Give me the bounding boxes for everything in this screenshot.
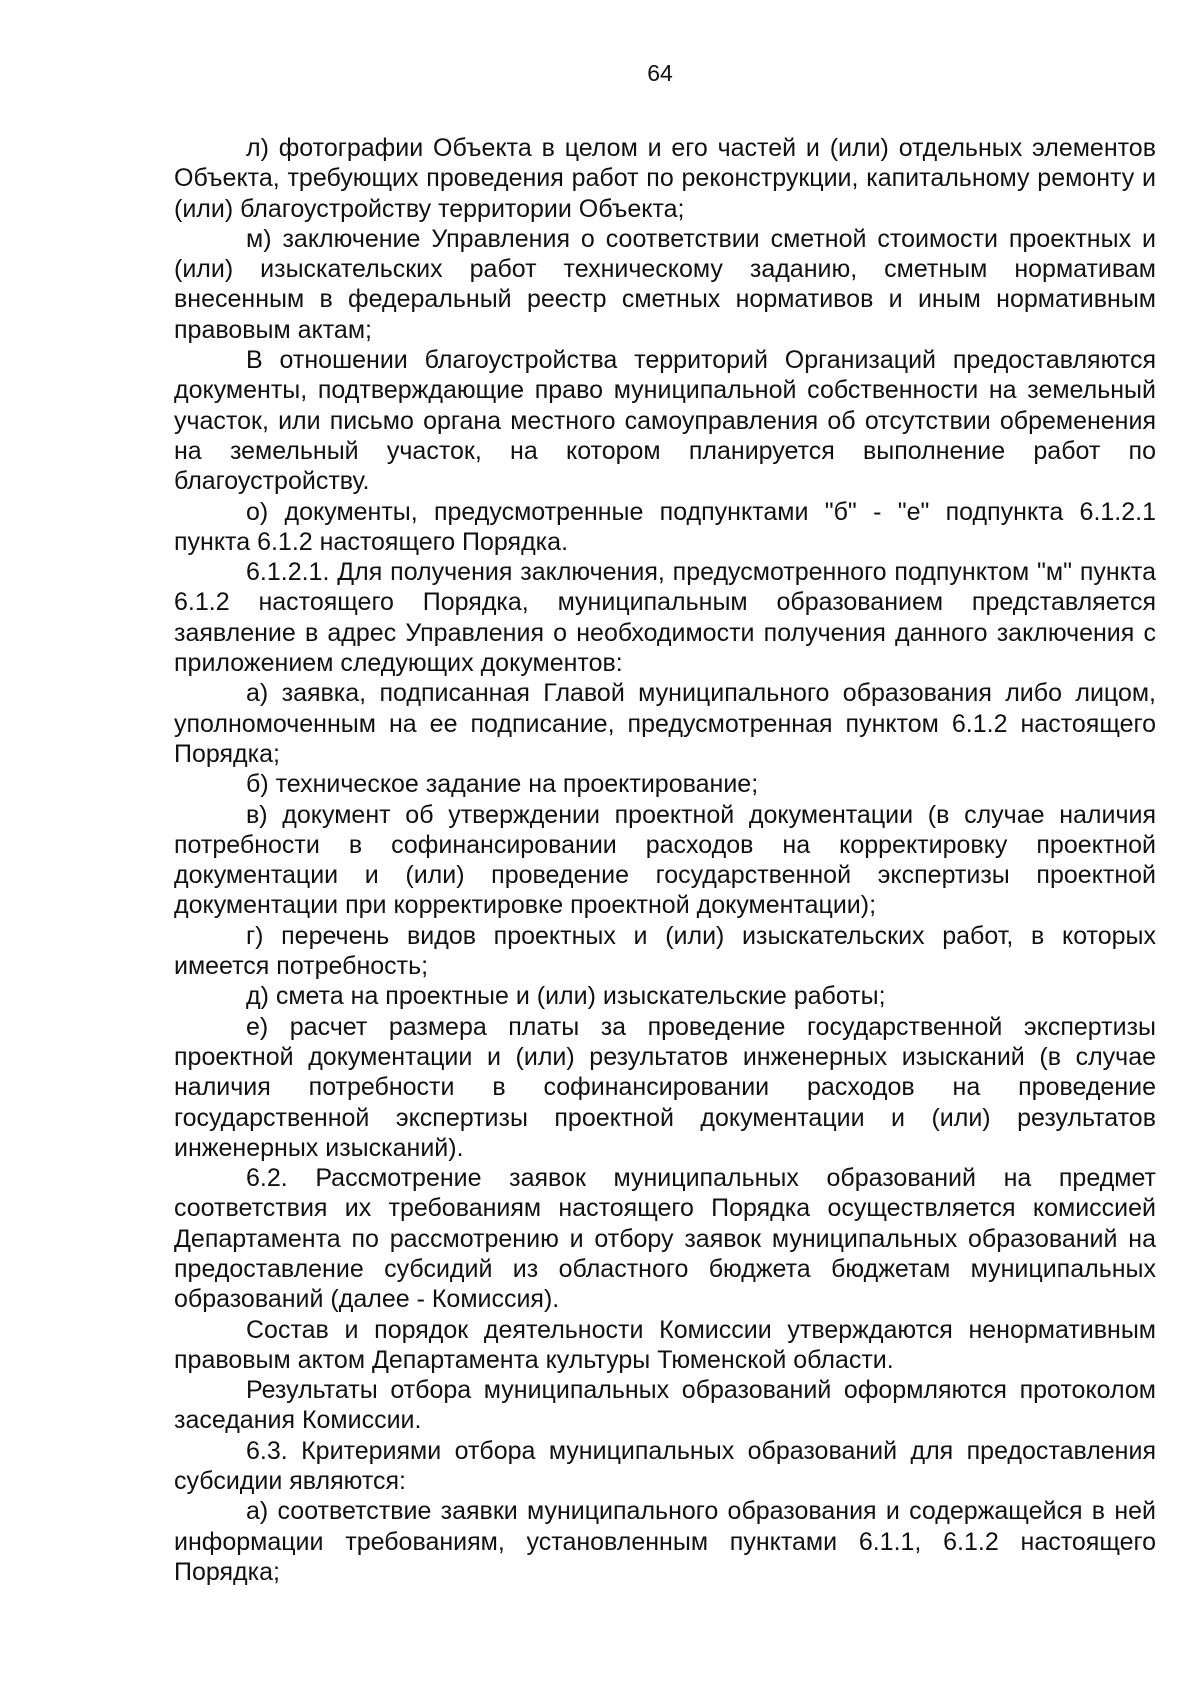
paragraph-6-3-criteria: 6.3. Критериями отбора муниципальных образований для предоставления субсидии являются: (174, 1436, 1156, 1496)
paragraph-d-estimate: д) смета на проектные и (или) изыскательские работы; (246, 982, 886, 1011)
paragraph-landscaping-organizations: В отношении благоустройства территорий Организаций предоставляются документы, подтверждающие право муниципальной собственности на земельный участок, или письмо органа местного самоуправления об отсутствии обременения на земельный участок, на котором планируется выполнение работ по благоустройству. (174, 346, 1156, 496)
page-number: 64 (647, 60, 673, 86)
paragraph-e-fee-calculation: е) расчет размера платы за проведение государственной экспертизы проектной документации и (или) результатов инженерных изысканий (в случае наличия потребности в софинансировании расходов на проведение государственной экспертизы проектной документации и (или) результатов инженерных изысканий). (174, 1012, 1156, 1162)
paragraph-selection-results: Результаты отбора муниципальных образований оформляются протоколом заседания Комиссии. (174, 1376, 1156, 1435)
paragraph-a-application: а) заявка, подписанная Главой муниципального образования либо лицом, уполномоченным на ее подписание, предусмотренная пунктом 6.1.2 настоящего Порядка; (174, 679, 1156, 768)
paragraph-g-work-list: г) перечень видов проектных и (или) изыскательских работ, в которых имеется потребность; (174, 921, 1156, 981)
paragraph-m-conclusion: м) заключение Управления о соответствии сметной стоимости проектных и (или) изыскательских работ техническому заданию, сметным нормативам внесенным в федеральный реестр сметных нормативов и иным нормативным правовым актам; (174, 224, 1156, 344)
paragraph-commission-composition: Состав и порядок деятельности Комиссии утверждаются ненормативным правовым актом Департамента культуры Тюменской области. (174, 1315, 1156, 1374)
paragraph-a-criteria-compliance: а) соответствие заявки муниципального образования и содержащейся в ней информации требованиям, установленным пунктами 6.1.1, 6.1.2 настоящего Порядка; (174, 1497, 1156, 1586)
document-body (174, 133, 1156, 1587)
paragraph-6-2-review: 6.2. Рассмотрение заявок муниципальных образований на предмет соответствия их требованиям настоящего Порядка осуществляется комиссией Департамента по рассмотрению и отбору заявок муниципальных образований на предоставление субсидий из областного бюджета бюджетам муниципальных образований (далее - Комиссия). (174, 1164, 1156, 1314)
paragraph-o-documents: о) документы, предусмотренные подпунктами "б" - "е" подпункта 6.1.2.1 пункта 6.1.2 настоящего Порядка. (174, 497, 1156, 556)
paragraph-b-technical-task: б) техническое задание на проектирование; (246, 770, 759, 799)
paragraph-6-1-2-1: 6.1.2.1. Для получения заключения, предусмотренного подпунктом "м" пункта 6.1.2 настоящего Порядка, муниципальным образованием представляется заявление в адрес Управления о необходимости получения данного заключения с приложением следующих документов: (174, 558, 1156, 678)
paragraph-v-approval-document: в) документ об утверждении проектной документации (в случае наличия потребности в софинансировании расходов на корректировку проектной документации и (или) проведение государственной экспертизы проектной документации при корректировке проектной документации); (174, 800, 1156, 920)
paragraph-l-photos: л) фотографии Объекта в целом и его частей и (или) отдельных элементов Объекта, требующих проведения работ по реконструкции, капитальному ремонту и (или) благоустройству территории Объекта; (174, 134, 1156, 223)
